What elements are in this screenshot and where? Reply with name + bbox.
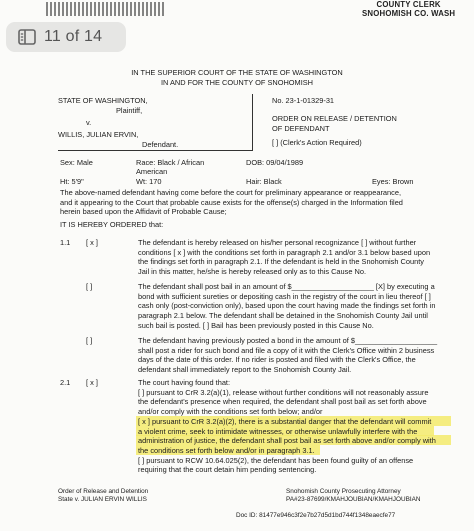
footer-right-1: Snohomish County Prosecuting Attorney xyxy=(286,488,401,495)
section-1-1-text xyxy=(138,238,430,277)
clerk-stamp-line-1: COUNTY CLERK xyxy=(376,0,441,9)
footer-left-1: Order of Release and Detention xyxy=(58,488,149,495)
intro-line: The above-named defendant having come before the court for preliminary appearance or reappearance, xyxy=(60,188,402,197)
section-line: The defendant shall post bail in an amount of $____________________ [X] by executing a xyxy=(138,282,435,291)
section-line: [ ] pursuant to CrR 3.2(a)(1), release without further conditions will not reasonably assure xyxy=(138,387,429,397)
sidebar-pages-icon xyxy=(18,29,36,45)
intro-line: and it appearing to the Court that probable cause exists for the offense(s) charged in the Information filed xyxy=(60,197,403,207)
section-line: paragraph 2.1 below. The defendant shall be detained in the Snohomish County Jail until xyxy=(138,311,428,321)
footer-left-2: State v. JULIAN ERVIN WILLIS xyxy=(58,496,147,503)
section-line: The defendant is hereby released on his/her personal recognizance [ ] without further xyxy=(138,238,417,247)
section-line: the findings set forth in paragraph 2.1. If the defendant is held in the Snohomish County xyxy=(138,257,424,267)
bail-text xyxy=(138,282,435,331)
section-line: [ x ] pursuant to CrR 3.2(a)(2), there is a substantial danger that the defendant will commit xyxy=(138,416,432,426)
case-number: No. 23-1-01329-31 xyxy=(272,96,335,105)
section-line: the defendant's presence when required, the defendant shall post bail as set forth above xyxy=(138,397,427,407)
section-line: days of the date of this order. If no rider is posted and filed with the Clerk's Office, the xyxy=(138,355,416,365)
defendant-role: Defendant. xyxy=(142,140,179,149)
section-line: bond with sufficient sureties or depositing cash in the registry of the court in lieu thereof [ ] xyxy=(138,291,431,301)
section-line: shall post a rider for such bond and file a copy of it with the Clerk's Office within 2 business xyxy=(138,345,435,355)
section-line: The court having found that: xyxy=(138,378,231,387)
section-2-1-checkbox: [ x ] xyxy=(86,378,98,387)
plaintiff-name: STATE OF WASHINGTON, xyxy=(58,96,148,105)
hair: Hair: Black xyxy=(246,177,282,186)
dob: DOB: 09/04/1989 xyxy=(246,158,304,167)
order-title-1: ORDER ON RELEASE / DETENTION xyxy=(272,114,397,123)
section-line: The defendant having previously posted a bond in the amount of $____________________ xyxy=(138,336,438,345)
order-title-2: OF DEFENDANT xyxy=(272,124,330,133)
versus: v. xyxy=(86,118,92,127)
rider-checkbox: [ ] xyxy=(86,336,93,345)
footer-right-2: PA#23-87699/KMAHJOUBIAN/KMAHJOUBIAN xyxy=(286,496,421,503)
clerk-stamp-line-2: SNOHOMISH CO. WASH xyxy=(362,9,456,18)
clerk-stamp xyxy=(362,0,455,18)
rider-text xyxy=(138,336,437,375)
race-line-2: American xyxy=(136,167,168,176)
section-2-1-number: 2.1 xyxy=(60,378,71,387)
section-line: the conditions set forth below and/or in paragraph 3.1. xyxy=(138,445,315,455)
weight: Wt: 170 xyxy=(136,177,162,186)
intro-line: herein based upon the Affidavit of Probable Cause; xyxy=(60,207,227,217)
court-county: IN AND FOR THE COUNTY OF SNOHOMISH xyxy=(160,78,314,87)
section-line: such bail is posted. [ ] Bail has been previously posted in this Cause No. xyxy=(138,320,374,330)
section-line: requiring that the court detain him pending sentencing. xyxy=(138,465,317,475)
section-1-1-checkbox: [ x ] xyxy=(86,238,98,247)
section-line: defendant shall immediately report to the Snohomish County Jail. xyxy=(138,365,352,375)
caption-divider xyxy=(252,94,253,151)
section-line: and/or comply with the conditions set forth below; and/or xyxy=(138,407,323,417)
eyes: Eyes: Brown xyxy=(372,177,414,186)
court-name: IN THE SUPERIOR COURT OF THE STATE OF WASHINGTON xyxy=(131,68,343,77)
section-line: administration of justice, the defendant shall post bail as set forth above and/or comply with xyxy=(138,436,436,446)
section-line: [ ] pursuant to RCW 10.64.025(2), the defendant has been found guilty of an offense xyxy=(138,455,414,465)
caption-underline xyxy=(58,150,252,151)
section-line: a violent crime, seek to intimidate witnesses, or otherwise unlawfully interfere with the xyxy=(138,426,418,436)
sex: Sex: Male xyxy=(60,158,93,167)
plaintiff-role: Plaintiff, xyxy=(116,106,143,115)
intro-paragraph xyxy=(60,188,403,217)
section-line: Jail in this matter, he/she is hereby released only as to this Cause No. xyxy=(138,267,366,277)
section-1-1-number: 1.1 xyxy=(60,238,71,247)
ordered-heading: IT IS HEREBY ORDERED that: xyxy=(60,220,164,229)
bail-checkbox: [ ] xyxy=(86,282,93,291)
doc-id: Doc ID: 81477e946c3f2e7b27d5d1bd744f1348eaecfe77 xyxy=(236,512,396,519)
page-counter[interactable] xyxy=(6,22,126,52)
clerk-action: [ ] (Clerk's Action Required) xyxy=(272,138,362,147)
page-counter-label: 11 of 14 xyxy=(44,28,103,45)
section-line: cash only (post-conviction only), based upon the court having made the findings set forth in xyxy=(138,301,436,311)
defendant-name: WILLIS, JULIAN ERVIN, xyxy=(58,130,139,139)
section-line: conditions [ x ] with the conditions set forth in paragraph 2.1 and/or 3.1 below based upon xyxy=(138,247,431,257)
barcode-stamp xyxy=(46,2,164,16)
race-line-1: Race: Black / African xyxy=(136,158,205,167)
section-2-1-text xyxy=(138,378,436,475)
height: Ht: 5'9" xyxy=(60,177,84,186)
